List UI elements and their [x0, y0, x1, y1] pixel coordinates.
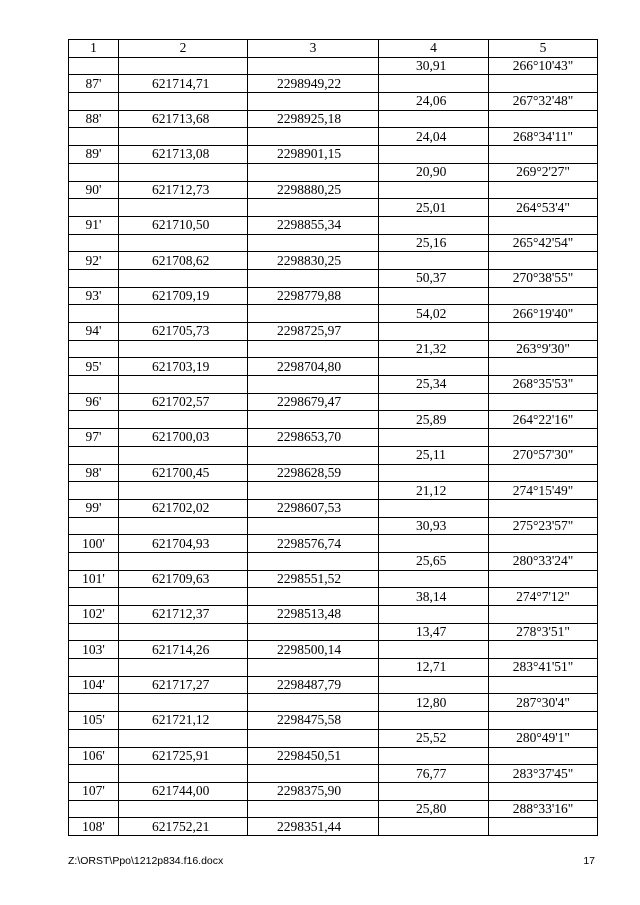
table-row	[69, 659, 598, 677]
y-coord-cell: 2298679,47	[248, 393, 379, 411]
distance-cell: 12,71	[379, 659, 489, 677]
point-id-cell: 91'	[69, 216, 119, 234]
x-coord-cell: 621721,12	[119, 712, 248, 730]
y-coord-cell	[248, 163, 379, 181]
point-id-cell	[69, 694, 119, 712]
x-coord-cell	[119, 340, 248, 358]
x-coord-cell	[119, 694, 248, 712]
y-coord-cell	[248, 729, 379, 747]
x-coord-cell: 621705,73	[119, 323, 248, 341]
point-id-cell: 104'	[69, 676, 119, 694]
x-coord-cell	[119, 800, 248, 818]
y-coord-cell: 2298901,15	[248, 146, 379, 164]
point-id-cell: 95'	[69, 358, 119, 376]
y-coord-cell	[248, 659, 379, 677]
y-coord-cell	[248, 482, 379, 500]
bearing-cell: 266°19'40"	[489, 305, 598, 323]
point-id-cell	[69, 729, 119, 747]
point-id-cell: 99'	[69, 499, 119, 517]
y-coord-cell	[248, 199, 379, 217]
bearing-cell	[489, 535, 598, 553]
bearing-cell	[489, 146, 598, 164]
point-id-cell: 105'	[69, 712, 119, 730]
header-cell-2: 2	[119, 40, 248, 58]
distance-cell: 25,11	[379, 446, 489, 464]
table-row	[69, 234, 598, 252]
point-id-cell	[69, 305, 119, 323]
table-row	[69, 181, 598, 199]
point-id-cell: 100'	[69, 535, 119, 553]
y-coord-cell	[248, 93, 379, 111]
x-coord-cell	[119, 128, 248, 146]
point-id-cell	[69, 446, 119, 464]
table-row	[69, 694, 598, 712]
y-coord-cell	[248, 588, 379, 606]
x-coord-cell: 621725,91	[119, 747, 248, 765]
point-id-cell: 87'	[69, 75, 119, 93]
distance-cell: 21,32	[379, 340, 489, 358]
coordinates-table-body	[69, 40, 598, 836]
point-id-cell	[69, 269, 119, 287]
y-coord-cell: 2298880,25	[248, 181, 379, 199]
point-id-cell: 101'	[69, 570, 119, 588]
x-coord-cell: 621703,19	[119, 358, 248, 376]
distance-cell: 25,89	[379, 411, 489, 429]
bearing-cell: 264°22'16"	[489, 411, 598, 429]
bearing-cell: 265°42'54"	[489, 234, 598, 252]
y-coord-cell	[248, 269, 379, 287]
page-number: 17	[583, 855, 595, 867]
x-coord-cell	[119, 446, 248, 464]
point-id-cell: 96'	[69, 393, 119, 411]
table-row	[69, 429, 598, 447]
y-coord-cell: 2298513,48	[248, 606, 379, 624]
bearing-cell	[489, 429, 598, 447]
x-coord-cell: 621700,03	[119, 429, 248, 447]
table-row	[69, 818, 598, 836]
point-id-cell: 102'	[69, 606, 119, 624]
table-row	[69, 199, 598, 217]
y-coord-cell: 2298607,53	[248, 499, 379, 517]
point-id-cell: 92'	[69, 252, 119, 270]
bearing-cell	[489, 641, 598, 659]
x-coord-cell	[119, 623, 248, 641]
y-coord-cell	[248, 800, 379, 818]
y-coord-cell: 2298779,88	[248, 287, 379, 305]
bearing-cell: 283°41'51"	[489, 659, 598, 677]
table-row	[69, 146, 598, 164]
bearing-cell	[489, 712, 598, 730]
bearing-cell: 280°49'1"	[489, 729, 598, 747]
header-cell-5: 5	[489, 40, 598, 58]
table-row	[69, 499, 598, 517]
x-coord-cell	[119, 376, 248, 394]
point-id-cell: 93'	[69, 287, 119, 305]
bearing-cell: 288°33'16"	[489, 800, 598, 818]
distance-cell	[379, 75, 489, 93]
bearing-cell: 270°38'55"	[489, 269, 598, 287]
distance-cell: 24,06	[379, 93, 489, 111]
y-coord-cell: 2298500,14	[248, 641, 379, 659]
distance-cell: 50,37	[379, 269, 489, 287]
distance-cell	[379, 712, 489, 730]
y-coord-cell	[248, 57, 379, 75]
table-row	[69, 376, 598, 394]
x-coord-cell	[119, 411, 248, 429]
point-id-cell	[69, 93, 119, 111]
y-coord-cell	[248, 411, 379, 429]
x-coord-cell: 621714,71	[119, 75, 248, 93]
y-coord-cell: 2298704,80	[248, 358, 379, 376]
bearing-cell	[489, 464, 598, 482]
y-coord-cell: 2298628,59	[248, 464, 379, 482]
bearing-cell	[489, 287, 598, 305]
x-coord-cell	[119, 517, 248, 535]
x-coord-cell: 621709,63	[119, 570, 248, 588]
x-coord-cell	[119, 199, 248, 217]
x-coord-cell	[119, 305, 248, 323]
x-coord-cell	[119, 163, 248, 181]
table-row	[69, 552, 598, 570]
x-coord-cell	[119, 57, 248, 75]
distance-cell	[379, 464, 489, 482]
distance-cell	[379, 358, 489, 376]
distance-cell	[379, 818, 489, 836]
x-coord-cell	[119, 765, 248, 783]
table-row	[69, 216, 598, 234]
x-coord-cell	[119, 482, 248, 500]
y-coord-cell: 2298450,51	[248, 747, 379, 765]
bearing-cell: 278°3'51"	[489, 623, 598, 641]
point-id-cell	[69, 340, 119, 358]
point-id-cell	[69, 411, 119, 429]
y-coord-cell	[248, 446, 379, 464]
point-id-cell	[69, 800, 119, 818]
bearing-cell: 283°37'45"	[489, 765, 598, 783]
point-id-cell	[69, 376, 119, 394]
distance-cell	[379, 216, 489, 234]
bearing-cell	[489, 216, 598, 234]
distance-cell	[379, 393, 489, 411]
bearing-cell	[489, 110, 598, 128]
distance-cell	[379, 146, 489, 164]
y-coord-cell: 2298830,25	[248, 252, 379, 270]
x-coord-cell: 621700,45	[119, 464, 248, 482]
table-row	[69, 340, 598, 358]
table-row	[69, 323, 598, 341]
table-row	[69, 676, 598, 694]
distance-cell	[379, 747, 489, 765]
distance-cell: 30,91	[379, 57, 489, 75]
table-row	[69, 606, 598, 624]
bearing-cell: 268°35'53"	[489, 376, 598, 394]
x-coord-cell: 621752,21	[119, 818, 248, 836]
table-row	[69, 57, 598, 75]
x-coord-cell: 621712,37	[119, 606, 248, 624]
point-id-cell: 89'	[69, 146, 119, 164]
footer-file-path: Z:\ORST\Ppo\1212p834.f16.docx	[68, 855, 224, 867]
bearing-cell: 266°10'43"	[489, 57, 598, 75]
distance-cell	[379, 782, 489, 800]
header-row	[69, 40, 598, 58]
distance-cell	[379, 499, 489, 517]
table-row	[69, 269, 598, 287]
point-id-cell	[69, 659, 119, 677]
bearing-cell	[489, 499, 598, 517]
table-row	[69, 75, 598, 93]
x-coord-cell: 621712,73	[119, 181, 248, 199]
distance-cell	[379, 323, 489, 341]
y-coord-cell	[248, 234, 379, 252]
bearing-cell: 264°53'4"	[489, 199, 598, 217]
distance-cell: 54,02	[379, 305, 489, 323]
point-id-cell: 90'	[69, 181, 119, 199]
y-coord-cell: 2298925,18	[248, 110, 379, 128]
y-coord-cell: 2298475,58	[248, 712, 379, 730]
point-id-cell: 97'	[69, 429, 119, 447]
table-row	[69, 570, 598, 588]
table-row	[69, 800, 598, 818]
point-id-cell	[69, 552, 119, 570]
x-coord-cell	[119, 269, 248, 287]
bearing-cell: 275°23'57"	[489, 517, 598, 535]
table-row	[69, 482, 598, 500]
point-id-cell: 107'	[69, 782, 119, 800]
bearing-cell	[489, 747, 598, 765]
y-coord-cell	[248, 765, 379, 783]
x-coord-cell	[119, 729, 248, 747]
x-coord-cell: 621709,19	[119, 287, 248, 305]
point-id-cell	[69, 588, 119, 606]
bearing-cell	[489, 323, 598, 341]
table-row	[69, 411, 598, 429]
distance-cell: 38,14	[379, 588, 489, 606]
x-coord-cell: 621713,08	[119, 146, 248, 164]
x-coord-cell	[119, 588, 248, 606]
distance-cell: 25,01	[379, 199, 489, 217]
y-coord-cell	[248, 340, 379, 358]
distance-cell: 25,16	[379, 234, 489, 252]
header-cell-1: 1	[69, 40, 119, 58]
x-coord-cell: 621714,26	[119, 641, 248, 659]
y-coord-cell: 2298855,34	[248, 216, 379, 234]
x-coord-cell: 621710,50	[119, 216, 248, 234]
bearing-cell: 268°34'11"	[489, 128, 598, 146]
table-row	[69, 446, 598, 464]
bearing-cell: 280°33'24"	[489, 552, 598, 570]
bearing-cell: 274°15'49"	[489, 482, 598, 500]
table-row	[69, 765, 598, 783]
table-row	[69, 252, 598, 270]
point-id-cell: 94'	[69, 323, 119, 341]
bearing-cell: 274°7'12"	[489, 588, 598, 606]
table-row	[69, 163, 598, 181]
bearing-cell: 267°32'48"	[489, 93, 598, 111]
table-row	[69, 287, 598, 305]
table-row	[69, 305, 598, 323]
bearing-cell	[489, 676, 598, 694]
point-id-cell: 98'	[69, 464, 119, 482]
x-coord-cell	[119, 552, 248, 570]
distance-cell: 25,34	[379, 376, 489, 394]
y-coord-cell	[248, 623, 379, 641]
x-coord-cell: 621704,93	[119, 535, 248, 553]
distance-cell	[379, 535, 489, 553]
y-coord-cell	[248, 517, 379, 535]
distance-cell	[379, 606, 489, 624]
point-id-cell	[69, 765, 119, 783]
bearing-cell	[489, 181, 598, 199]
table-row	[69, 93, 598, 111]
table-row	[69, 517, 598, 535]
y-coord-cell	[248, 305, 379, 323]
x-coord-cell: 621702,02	[119, 499, 248, 517]
table-row	[69, 641, 598, 659]
point-id-cell	[69, 482, 119, 500]
bearing-cell	[489, 570, 598, 588]
distance-cell: 13,47	[379, 623, 489, 641]
x-coord-cell: 621744,00	[119, 782, 248, 800]
point-id-cell	[69, 623, 119, 641]
coordinates-table	[68, 39, 598, 836]
table-row	[69, 128, 598, 146]
distance-cell	[379, 110, 489, 128]
y-coord-cell: 2298725,97	[248, 323, 379, 341]
point-id-cell	[69, 163, 119, 181]
bearing-cell	[489, 818, 598, 836]
bearing-cell: 269°2'27"	[489, 163, 598, 181]
x-coord-cell	[119, 234, 248, 252]
y-coord-cell	[248, 694, 379, 712]
table-row	[69, 110, 598, 128]
point-id-cell	[69, 199, 119, 217]
x-coord-cell: 621717,27	[119, 676, 248, 694]
table-row	[69, 535, 598, 553]
point-id-cell: 103'	[69, 641, 119, 659]
table-row	[69, 623, 598, 641]
distance-cell	[379, 570, 489, 588]
distance-cell	[379, 429, 489, 447]
distance-cell: 25,65	[379, 552, 489, 570]
y-coord-cell: 2298576,74	[248, 535, 379, 553]
distance-cell	[379, 252, 489, 270]
y-coord-cell: 2298375,90	[248, 782, 379, 800]
bearing-cell	[489, 358, 598, 376]
table-row	[69, 464, 598, 482]
distance-cell: 25,52	[379, 729, 489, 747]
distance-cell: 20,90	[379, 163, 489, 181]
point-id-cell	[69, 234, 119, 252]
distance-cell: 30,93	[379, 517, 489, 535]
bearing-cell: 263°9'30"	[489, 340, 598, 358]
y-coord-cell: 2298351,44	[248, 818, 379, 836]
table-row	[69, 358, 598, 376]
x-coord-cell	[119, 659, 248, 677]
point-id-cell	[69, 517, 119, 535]
y-coord-cell: 2298653,70	[248, 429, 379, 447]
bearing-cell	[489, 252, 598, 270]
header-cell-3: 3	[248, 40, 379, 58]
point-id-cell: 88'	[69, 110, 119, 128]
distance-cell: 24,04	[379, 128, 489, 146]
y-coord-cell: 2298487,79	[248, 676, 379, 694]
table-row	[69, 782, 598, 800]
x-coord-cell: 621702,57	[119, 393, 248, 411]
point-id-cell	[69, 57, 119, 75]
distance-cell	[379, 641, 489, 659]
bearing-cell: 287°30'4"	[489, 694, 598, 712]
point-id-cell: 108'	[69, 818, 119, 836]
point-id-cell	[69, 128, 119, 146]
distance-cell: 25,80	[379, 800, 489, 818]
x-coord-cell: 621708,62	[119, 252, 248, 270]
y-coord-cell: 2298949,22	[248, 75, 379, 93]
bearing-cell	[489, 782, 598, 800]
bearing-cell: 270°57'30"	[489, 446, 598, 464]
y-coord-cell	[248, 552, 379, 570]
table-row	[69, 747, 598, 765]
table-row	[69, 712, 598, 730]
distance-cell	[379, 181, 489, 199]
x-coord-cell	[119, 93, 248, 111]
table-row	[69, 393, 598, 411]
bearing-cell	[489, 393, 598, 411]
x-coord-cell: 621713,68	[119, 110, 248, 128]
distance-cell: 21,12	[379, 482, 489, 500]
distance-cell	[379, 287, 489, 305]
distance-cell	[379, 676, 489, 694]
distance-cell: 12,80	[379, 694, 489, 712]
y-coord-cell: 2298551,52	[248, 570, 379, 588]
bearing-cell	[489, 606, 598, 624]
y-coord-cell	[248, 128, 379, 146]
table-row	[69, 729, 598, 747]
point-id-cell: 106'	[69, 747, 119, 765]
table-row	[69, 588, 598, 606]
y-coord-cell	[248, 376, 379, 394]
bearing-cell	[489, 75, 598, 93]
distance-cell: 76,77	[379, 765, 489, 783]
header-cell-4: 4	[379, 40, 489, 58]
